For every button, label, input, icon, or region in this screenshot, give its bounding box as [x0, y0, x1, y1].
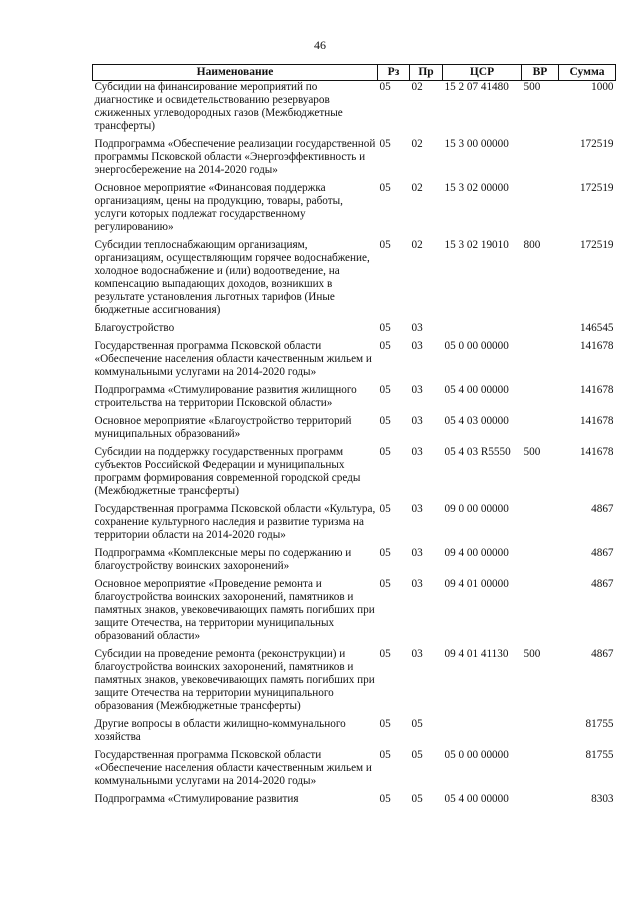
table-row — [93, 745, 616, 789]
cell-sum: 141678 — [579, 340, 614, 352]
cell-csr: 05 4 00 00000 — [444, 793, 509, 805]
table-row — [93, 336, 616, 380]
cell-csr: 15 3 02 00000 — [444, 182, 509, 194]
cell-name: Основное мероприятие «Финансовая поддержка организациям, цены на продукцию, товары, работы, услуги которых подлежат государственному регулированию» — [94, 182, 343, 233]
page-number: 46 — [314, 38, 326, 52]
cell-name: Субсидии на финансирование мероприятий по диагностике и освидетельствованию резервуаров сжиженных углеводородных газов (Межбюджетные трансферты) — [94, 81, 343, 132]
cell-pr: 05 — [411, 793, 423, 805]
cell-csr: 05 4 03 00000 — [444, 415, 509, 427]
cell-pr: 03 — [411, 648, 423, 660]
cell-sum: 81755 — [585, 749, 614, 761]
cell-name: Подпрограмма «Комплексные меры по содержанию и благоустройству воинских захоронений» — [94, 547, 352, 572]
cell-pr: 02 — [411, 239, 423, 251]
cell-vr: 800 — [523, 239, 541, 251]
table-row — [93, 499, 616, 543]
cell-rz: 05 — [379, 718, 391, 730]
cell-rz: 05 — [379, 182, 391, 194]
header-name: Наименование — [93, 65, 378, 81]
cell-vr — [522, 336, 559, 380]
cell-pr: 02 — [411, 138, 423, 150]
cell-sum: 4867 — [591, 648, 614, 660]
cell-csr: 05 4 03 R5550 — [444, 446, 511, 458]
header-rz: Рз — [378, 65, 410, 81]
cell-name: Субсидии на поддержку государственных программ субъектов Российской Федерации и муниципальных программ формирования современной городской среды (Межбюджетные трансферты) — [94, 446, 361, 497]
cell-vr: 500 — [523, 648, 541, 660]
cell-rz: 05 — [379, 384, 391, 396]
cell-name: Субсидии теплоснабжающим организациям, организациям, осуществляющим горячее водоснабжение, холодное водоснабжение и (или) водоотведение, на компенсацию выпадающих доходов, возникших в результате установления льготных тарифов (Иные бюджетные ассигнования) — [94, 239, 370, 316]
cell-rz: 05 — [379, 503, 391, 515]
cell-csr — [443, 714, 522, 745]
cell-sum: 146545 — [579, 322, 614, 334]
cell-rz: 05 — [379, 749, 391, 761]
cell-name: Другие вопросы в области жилищно-коммунального хозяйства — [94, 718, 346, 743]
cell-csr — [443, 318, 522, 336]
cell-csr: 09 0 00 00000 — [444, 503, 509, 515]
cell-pr: 03 — [411, 384, 423, 396]
cell-vr: 500 — [523, 446, 541, 458]
cell-name: Субсидии на проведение ремонта (реконструкции) и благоустройства воинских захоронений, памятников и памятных знаков, увековечивающих память погибших при защите Отечества на территории муниципального образования (Межбюджетные трансферты) — [94, 648, 375, 712]
cell-csr: 15 2 07 41480 — [444, 81, 509, 93]
cell-vr — [522, 380, 559, 411]
cell-pr: 02 — [411, 182, 423, 194]
table-row — [93, 318, 616, 336]
cell-sum: 141678 — [579, 384, 614, 396]
cell-rz: 05 — [379, 793, 391, 805]
table-row — [93, 442, 616, 499]
cell-vr — [522, 499, 559, 543]
cell-vr — [522, 178, 559, 235]
cell-sum: 8303 — [591, 793, 614, 805]
table-row — [93, 81, 616, 135]
cell-vr — [522, 745, 559, 789]
cell-name: Государственная программа Псковской области «Культура, сохранение культурного наследия и развитие туризма на территории области на 2014-2020 годы» — [94, 503, 376, 541]
cell-csr: 15 3 00 00000 — [444, 138, 509, 150]
cell-rz: 05 — [379, 81, 391, 93]
cell-sum: 1000 — [591, 81, 614, 93]
cell-pr: 02 — [411, 81, 423, 93]
cell-vr — [522, 789, 559, 807]
cell-csr: 05 0 00 00000 — [444, 749, 509, 761]
cell-sum: 4867 — [591, 547, 614, 559]
table-row — [93, 574, 616, 644]
cell-pr: 03 — [411, 340, 423, 352]
cell-sum: 141678 — [579, 446, 614, 458]
cell-sum: 4867 — [591, 578, 614, 590]
table-row — [93, 714, 616, 745]
cell-sum: 172519 — [579, 182, 614, 194]
cell-rz: 05 — [379, 547, 391, 559]
cell-rz: 05 — [379, 446, 391, 458]
cell-name: Подпрограмма «Стимулирование развития жилищного строительства на территории Псковской области» — [94, 384, 357, 409]
cell-rz: 05 — [379, 239, 391, 251]
cell-pr: 03 — [411, 547, 423, 559]
cell-csr: 09 4 01 00000 — [444, 578, 509, 590]
cell-name: Основное мероприятие «Благоустройство территорий муниципальных образований» — [94, 415, 352, 440]
cell-sum: 172519 — [579, 138, 614, 150]
header-csr: ЦСР — [443, 65, 522, 81]
table-header — [93, 65, 616, 81]
cell-csr: 15 3 02 19010 — [444, 239, 509, 251]
table-row — [93, 411, 616, 442]
header-sum: Сумма — [559, 65, 616, 81]
cell-pr: 03 — [411, 578, 423, 590]
header-vr: ВР — [522, 65, 559, 81]
table-row — [93, 644, 616, 714]
cell-csr: 05 0 00 00000 — [444, 340, 509, 352]
table-row — [93, 543, 616, 574]
header-pr: Пр — [410, 65, 443, 81]
cell-rz: 05 — [379, 138, 391, 150]
cell-csr: 09 4 00 00000 — [444, 547, 509, 559]
cell-rz: 05 — [379, 322, 391, 334]
cell-sum: 141678 — [579, 415, 614, 427]
cell-pr: 03 — [411, 322, 423, 334]
cell-csr: 09 4 01 41130 — [444, 648, 509, 660]
table-body — [93, 81, 616, 808]
cell-sum: 172519 — [579, 239, 614, 251]
budget-table — [92, 64, 616, 807]
cell-vr — [522, 318, 559, 336]
cell-vr: 500 — [523, 81, 541, 93]
table-row — [93, 235, 616, 318]
cell-csr: 05 4 00 00000 — [444, 384, 509, 396]
cell-rz: 05 — [379, 340, 391, 352]
cell-name: Государственная программа Псковской области «Обеспечение населения области качественным жильем и коммунальными услугами на 2014-2020 годы» — [94, 749, 372, 787]
cell-sum: 4867 — [591, 503, 614, 515]
cell-vr — [522, 714, 559, 745]
cell-sum: 81755 — [585, 718, 614, 730]
cell-name: Государственная программа Псковской области «Обеспечение населения области качественным жильем и коммунальными услугами на 2014-2020 годы» — [94, 340, 372, 378]
cell-pr: 03 — [411, 415, 423, 427]
cell-pr: 05 — [411, 749, 423, 761]
cell-pr: 05 — [411, 718, 423, 730]
table-row — [93, 789, 616, 807]
cell-vr — [522, 543, 559, 574]
table-row — [93, 380, 616, 411]
cell-name: Основное мероприятие «Проведение ремонта и благоустройства воинских захоронений, памятников и памятных знаков, увековечивающих память погибших при защите Отечества, на территории муниципальных образований области» — [94, 578, 375, 642]
table-row — [93, 134, 616, 178]
cell-name: Подпрограмма «Обеспечение реализации государственной программы Псковской области «Энергоэффективность и энергосбережение на 2014-2020 годы» — [94, 138, 376, 176]
cell-pr: 03 — [411, 503, 423, 515]
cell-name: Подпрограмма «Стимулирование развития — [94, 793, 299, 805]
cell-name: Благоустройство — [94, 322, 175, 334]
table-row — [93, 178, 616, 235]
cell-vr — [522, 411, 559, 442]
cell-pr: 03 — [411, 446, 423, 458]
cell-vr — [522, 574, 559, 644]
cell-rz: 05 — [379, 578, 391, 590]
cell-rz: 05 — [379, 648, 391, 660]
cell-vr — [522, 134, 559, 178]
cell-rz: 05 — [379, 415, 391, 427]
